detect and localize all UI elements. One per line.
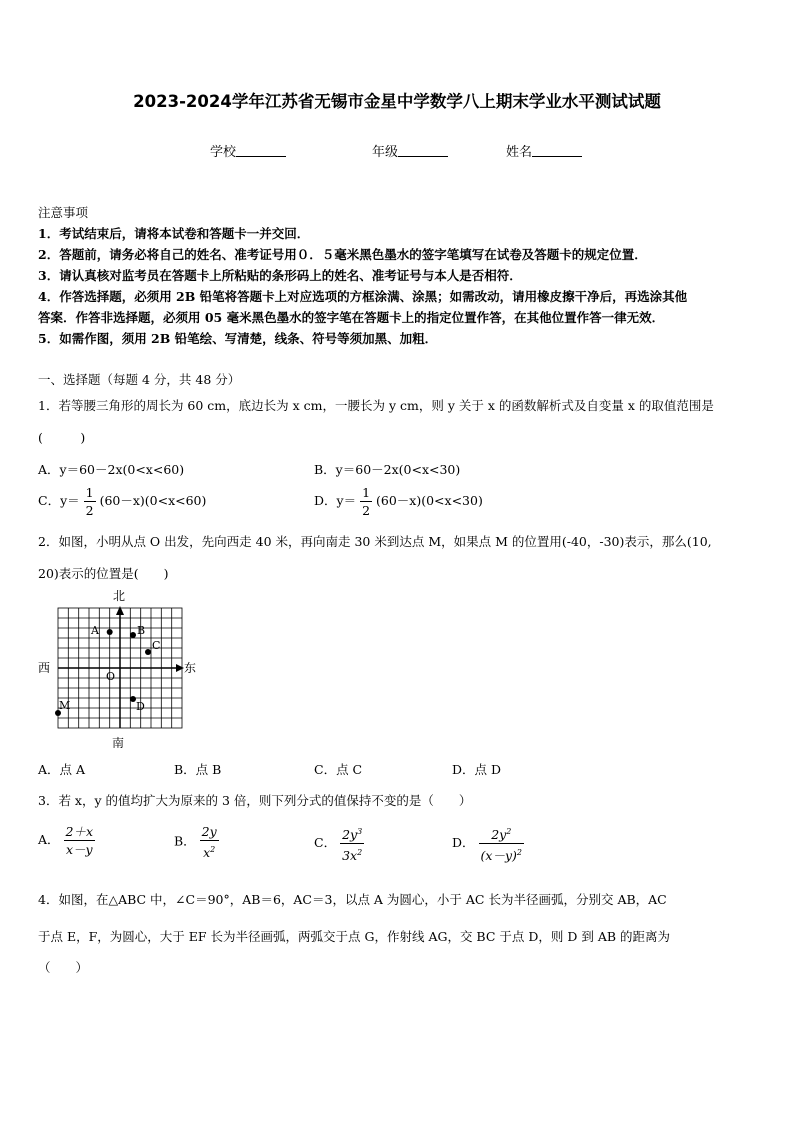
q3-option-c (314, 824, 364, 863)
fraction-denominator: 2 (85, 503, 94, 518)
notice-heading: 注意事项 (38, 205, 89, 220)
q1-option-d-fraction (360, 485, 372, 518)
fraction-numerator: 1 (85, 485, 94, 500)
west-label: 西 (38, 661, 51, 675)
denominator-exponent: 2 (357, 848, 363, 858)
north-label: 北 (113, 589, 126, 603)
q3-option-a (38, 824, 95, 857)
point-d-label: D (136, 700, 145, 713)
notice-item-5: 5．如需作图，须用 2B 铅笔绘、写清楚，线条、符号等须加黑、加粗． (38, 331, 438, 346)
q1-option-c-prefix: C．y＝ (38, 493, 80, 508)
q3-option-d (452, 824, 524, 863)
point-c (145, 649, 151, 655)
denominator-base: 3x (342, 848, 358, 864)
q4-stem: 4．如图，在△ABC 中，∠C＝90°，AB＝6，AC＝3，以点 A 为圆心，小于 AC 长为半径画弧，分别交 AB，AC (38, 892, 667, 907)
q1-paren: ( ) (38, 430, 86, 445)
grade-field (372, 141, 448, 160)
school-field (210, 141, 286, 160)
notice-item-2: 2．答题前，请务必将自己的姓名、准考证号用０．５毫米黑色墨水的签字笔填写在试卷及答题卡的规定位置． (38, 247, 647, 262)
denominator-exponent: 2 (516, 848, 522, 858)
fraction-numerator: 2y (201, 824, 217, 839)
east-label: 东 (184, 661, 197, 675)
school-label: 学校 (210, 145, 237, 160)
q2-stem-cont: 20)表示的位置是( ) (38, 566, 169, 581)
name-field (506, 141, 582, 160)
fraction-denominator: x－y (65, 842, 93, 857)
q3-option-b (174, 824, 219, 860)
fraction-denominator (479, 844, 524, 863)
page-title: 2023-2024学年江苏省无锡市金星中学数学八上期末学业水平测试试题 (133, 92, 661, 111)
q3-option-c-label: C． (314, 835, 337, 851)
denominator-base: (x－y) (480, 848, 517, 864)
point-c-label: C (152, 639, 161, 652)
east-arrow-icon (176, 664, 184, 672)
numerator-exponent: 2 (506, 827, 512, 836)
grade-label: 年级 (372, 145, 399, 160)
point-m-label: M (59, 699, 71, 712)
q4-paren: （ ） (38, 960, 89, 975)
fraction-denominator (200, 841, 219, 860)
notice-item-3: 3．请认真核对监考员在答题卡上所粘贴的条形码上的姓名、准考证号与本人是否相符． (38, 268, 522, 283)
notice-item-4: 4．作答选择题，必须用 2B 铅笔将答题卡上对应选项的方框涂满、涂黑；如需改动，请用橡皮擦干净后，再选涂其他 (38, 289, 688, 304)
q1-option-c-suffix: (60－x)(0<x<60) (99, 493, 207, 508)
numerator-base: 2y (491, 827, 507, 843)
q2-option-b: B．点 B (174, 762, 222, 777)
fraction-numerator (340, 824, 364, 844)
q2-stem: 2．如图，小明从点 O 出发，先向西走 40 米，再向南走 30 米到达点 M，如果点 M 的位置用(-40，-30)表示，那么(10, (38, 534, 712, 549)
q1-option-c (38, 485, 206, 518)
name-label: 姓名 (506, 145, 533, 160)
fraction-denominator (340, 844, 364, 863)
q1-option-d-suffix: (60－x)(0<x<30) (376, 493, 483, 508)
point-b (130, 632, 136, 638)
q1-option-d (314, 485, 483, 518)
name-blank (532, 144, 582, 157)
q1-option-a: A．y＝60－2x(0<x<60) (38, 462, 185, 477)
q3-option-b-fraction (200, 824, 219, 860)
north-arrow-icon (116, 606, 124, 615)
point-o-label: O (106, 670, 116, 683)
q3-option-a-fraction (64, 824, 96, 857)
notice-item-1: 1．考试结束后，请将本试卷和答题卡一并交回． (38, 226, 310, 241)
fraction-denominator: 2 (362, 503, 371, 518)
school-blank (236, 144, 286, 157)
q2-option-a: A．点 A (38, 762, 86, 777)
point-a-label: A (91, 624, 99, 637)
fraction-numerator: 2＋x (65, 824, 94, 839)
point-b-label: B (137, 624, 146, 637)
q3-option-b-label: B． (174, 833, 196, 849)
q1-stem: 1．若等腰三角形的周长为 60 cm，底边长为 x cm，一腰长为 y cm，则 y 关于 x 的函数解析式及自变量 x 的取值范围是 (38, 398, 714, 413)
q3-option-c-fraction (340, 824, 364, 863)
section-heading: 一、选择题（每题 4 分，共 48 分） (38, 372, 241, 387)
numerator-exponent: 3 (357, 827, 363, 836)
notice-item-4-cont: 答案．作答非选择题，必须用 05 毫米黑色墨水的签字笔在答题卡上的指定位置作答，在其他位置作答一律无效． (38, 310, 665, 325)
q2-option-d: D．点 D (452, 762, 502, 777)
denominator-exponent: 2 (210, 845, 216, 854)
denominator-base: x (203, 845, 211, 861)
q3-option-a-label: A． (38, 832, 60, 847)
numerator-base: 2y (342, 827, 358, 843)
q3-option-d-label: D． (452, 835, 475, 851)
q2-option-c: C．点 C (314, 762, 363, 777)
q1-option-d-prefix: D．y＝ (314, 493, 357, 508)
south-label: 南 (112, 736, 125, 750)
fraction-numerator (479, 824, 524, 844)
q1-option-c-fraction (84, 485, 96, 518)
point-a (107, 629, 113, 635)
q2-grid-figure (36, 588, 206, 752)
q4-stem-cont: 于点 E，F，为圆心，大于 EF 长为半径画弧，两弧交于点 G，作射线 AG，交 BC 于点 D，则 D 到 AB 的距离为 (38, 929, 671, 944)
grade-blank (398, 144, 448, 157)
q3-stem: 3．若 x，y 的值均扩大为原来的 3 倍，则下列分式的值保持不变的是（ ） (38, 793, 472, 808)
fraction-numerator: 1 (362, 485, 371, 500)
q1-option-b: B．y＝60－2x(0<x<30) (314, 462, 461, 477)
q3-option-d-fraction (479, 824, 524, 863)
